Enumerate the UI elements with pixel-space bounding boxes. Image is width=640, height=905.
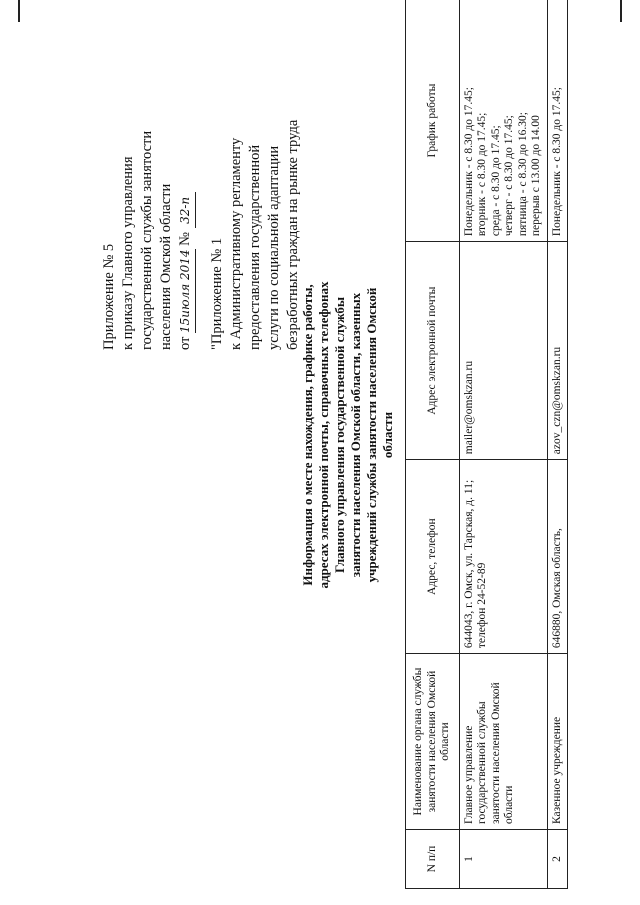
schedule-line: пятница - с 8.30 до 16.30; bbox=[516, 112, 529, 237]
cell-schedule bbox=[459, 0, 547, 242]
schedule-table bbox=[405, 0, 568, 889]
schedule-line: четверг - с 8.30 до 17.45; bbox=[503, 115, 515, 237]
appendix-line: государственной службы занятости bbox=[139, 130, 155, 350]
appendix-line: Приложение № 5 bbox=[101, 243, 117, 350]
cell-schedule bbox=[547, 0, 568, 242]
order-number-label: № bbox=[177, 231, 193, 246]
appendix-line: к приказу Главного управления bbox=[120, 156, 136, 350]
cell-num: 2 bbox=[547, 829, 568, 888]
appendix-line: к Административному регламенту bbox=[228, 137, 244, 350]
header-name: Наименование органа службы занятости населения Омской области bbox=[406, 654, 460, 830]
appendix-line: услуги по социальной адаптации bbox=[266, 145, 282, 350]
cell-name: Главное управление государственной службы занятости населения Омской области bbox=[459, 654, 547, 830]
cell-email[interactable]: mailer@omskzan.ru bbox=[459, 242, 547, 460]
cell-name: Казенное учреждение bbox=[547, 654, 568, 830]
appendix-block bbox=[100, 0, 303, 350]
appendix-line: предоставления государственной bbox=[247, 144, 263, 350]
appendix-order-line bbox=[176, 0, 196, 350]
header-email: Адрес электронной почты bbox=[406, 242, 460, 460]
table-row bbox=[547, 0, 568, 889]
order-date-handwritten: 15июля 2014 bbox=[176, 249, 196, 333]
header-num: N п/п bbox=[406, 829, 460, 888]
schedule-line: среда - с 8.30 до 17.45; bbox=[489, 125, 502, 237]
table-header-row bbox=[406, 0, 460, 889]
order-number-handwritten: 32-п bbox=[176, 192, 196, 228]
info-title: Информация о месте нахождения, графике работы, адресах электронной почты, справочных телефонах Главного управления государственной службы занятости населения Омской области, казенных учреждений службы занятости населения Омской области bbox=[300, 281, 395, 589]
cell-address: 646880, Омская область, bbox=[547, 460, 568, 654]
schedule-line: Понедельник - с 8.30 до 17.45; bbox=[550, 87, 563, 237]
appendix-line: безработных граждан на рынке труда bbox=[285, 119, 301, 350]
appendix-line: населения Омской области bbox=[158, 183, 174, 350]
schedule-line: вторник - с 8.30 до 17.45; bbox=[476, 112, 488, 237]
cell-email[interactable]: azov_czn@omskzan.ru bbox=[547, 242, 568, 460]
order-from-label: от bbox=[177, 336, 193, 350]
schedule-line: перерыв с 13.00 до 14.00 bbox=[530, 115, 542, 237]
table-row bbox=[459, 0, 547, 889]
table-body bbox=[459, 0, 568, 889]
cell-address: 644043, г. Омск, ул. Тарская, д. 11; телефон 24-52-89 bbox=[459, 460, 547, 654]
schedule-line: Понедельник - с 8.30 до 17.45; bbox=[462, 87, 475, 237]
header-address: Адрес, телефон bbox=[406, 460, 460, 654]
cell-num: 1 bbox=[459, 829, 547, 888]
appendix-line: "Приложение № 1 bbox=[209, 237, 225, 350]
header-schedule: График работы bbox=[406, 0, 460, 242]
